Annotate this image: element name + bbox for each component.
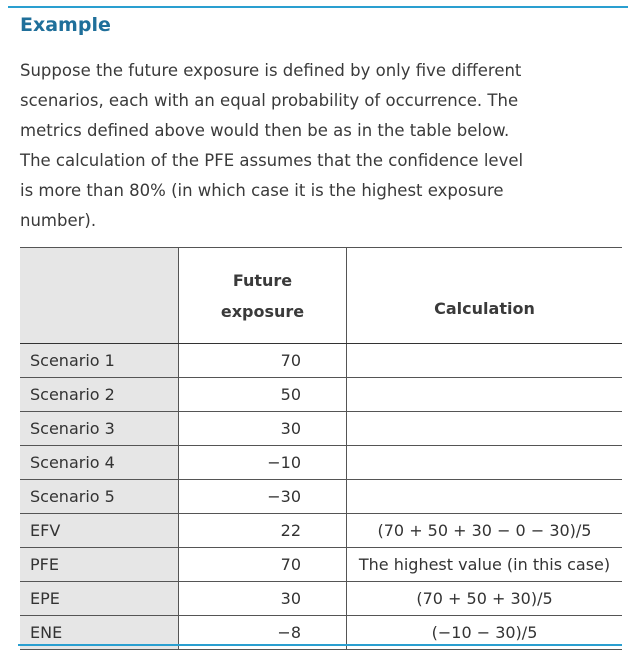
row-calculation: (70 + 50 + 30)/5 (347, 582, 623, 616)
table-row (20, 344, 622, 378)
table-header-row (20, 248, 622, 344)
row-value: 30 (179, 582, 347, 616)
row-calculation (347, 378, 623, 412)
row-label: Scenario 3 (20, 412, 179, 446)
header-future-exposure-line2: exposure (220, 301, 305, 321)
row-label: ENE (20, 616, 179, 650)
row-calculation (347, 412, 623, 446)
example-paragraph (20, 56, 620, 236)
paragraph-line: is more than 80% (in which case it is the highest exposure (20, 181, 504, 200)
row-label: PFE (20, 548, 179, 582)
paragraph-line: The calculation of the PFE assumes that the confidence level (20, 151, 524, 170)
row-label: EFV (20, 514, 179, 548)
row-value: 22 (179, 514, 347, 548)
row-value: −8 (179, 616, 347, 650)
header-future-exposure (179, 248, 347, 344)
paragraph-line: scenarios, each with an equal probability of occurrence. The (20, 91, 519, 110)
paragraph-line: number). (20, 211, 97, 230)
row-value: −30 (179, 480, 347, 514)
row-value: −10 (179, 446, 347, 480)
paragraph-line: metrics defined above would then be as in the table below. (20, 121, 510, 140)
table-row (20, 480, 622, 514)
row-calculation: (70 + 50 + 30 − 0 − 30)/5 (347, 514, 623, 548)
table-row (20, 412, 622, 446)
example-heading: Example (20, 14, 111, 36)
header-calculation: Calculation (347, 248, 623, 344)
paragraph-line: Suppose the future exposure is defined by only five different (20, 61, 522, 80)
row-label: EPE (20, 582, 179, 616)
row-label: Scenario 4 (20, 446, 179, 480)
table-row (20, 378, 622, 412)
bottom-rule (18, 644, 622, 646)
header-row-label (20, 248, 179, 344)
header-future-exposure-line1: Future (232, 270, 293, 290)
row-value: 30 (179, 412, 347, 446)
table-row (20, 446, 622, 480)
row-value: 50 (179, 378, 347, 412)
row-calculation (347, 446, 623, 480)
row-calculation: (−10 − 30)/5 (347, 616, 623, 650)
table-row (20, 548, 622, 582)
table-row (20, 514, 622, 548)
row-calculation (347, 344, 623, 378)
exposure-metrics-table (20, 247, 622, 650)
table-row (20, 582, 622, 616)
top-rule (8, 6, 628, 8)
row-calculation (347, 480, 623, 514)
row-label: Scenario 1 (20, 344, 179, 378)
row-label: Scenario 2 (20, 378, 179, 412)
row-value: 70 (179, 548, 347, 582)
row-label: Scenario 5 (20, 480, 179, 514)
row-calculation: The highest value (in this case) (347, 548, 623, 582)
row-value: 70 (179, 344, 347, 378)
